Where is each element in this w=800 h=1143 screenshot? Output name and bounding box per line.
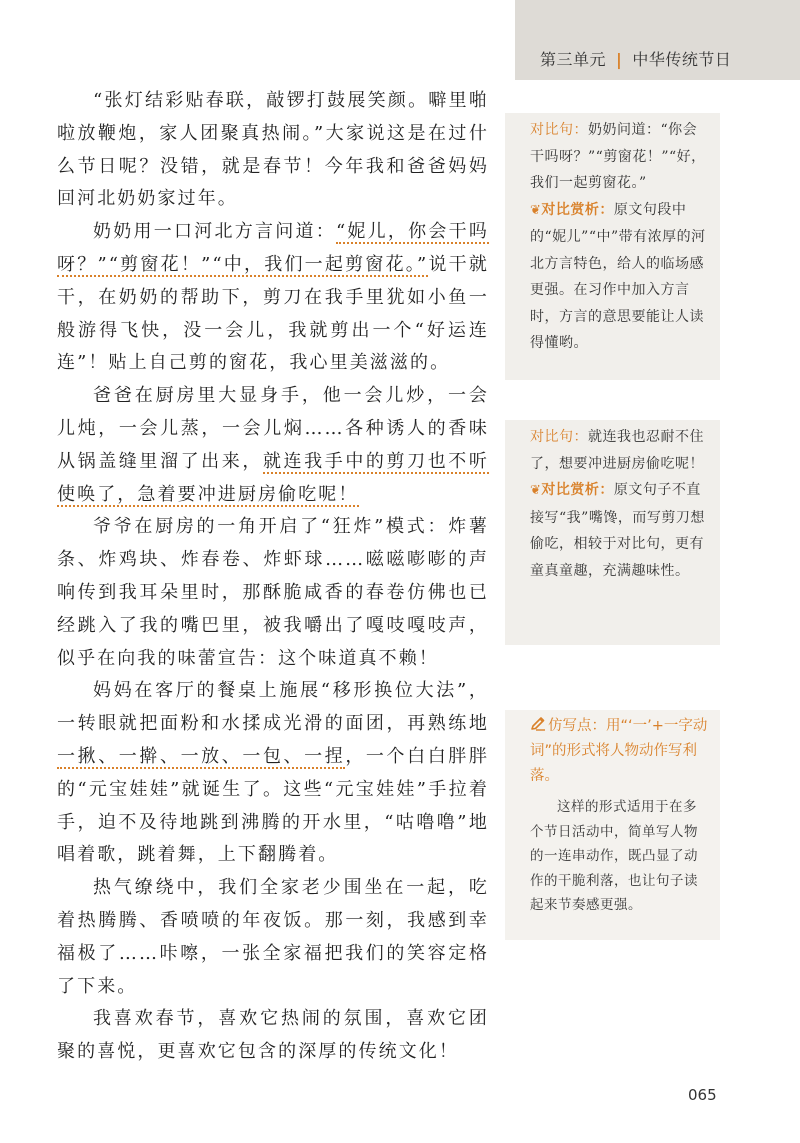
paragraph-7: 我喜欢春节，喜欢它热闹的氛围，喜欢它团聚的喜悦，更喜欢它包含的深厚的传统文化！ [57,1008,489,1063]
margin-note-personification [505,420,720,645]
scissors-sentence-underlined: 就连我手中的剪刀也不听使唤了，急着要冲进厨房偷吃呢！ [57,450,489,505]
paragraph-5 [57,675,489,872]
analysis-1 [530,197,710,357]
paragraph-3 [57,380,489,511]
imitation-title-text: 仿写点：用“‘一’+一字动词”的形式将人物动作写利落。 [530,718,708,784]
analysis-label: 对比赏析： [541,482,614,498]
paragraph-3-start: 爸爸在厨房里大显身手，他一会儿炒，一会儿炖，一会儿蒸，一会儿焖……各种诱人的香味从锅盖缝里溜了出来， [57,385,489,472]
analysis-label: 对比赏析： [541,201,614,218]
page-number: 065 [688,1086,717,1104]
analysis-text: 原文句段中的“妮儿”“中”带有浓厚的河北方言特色，给人的临场感更强。在习作中加入方言时，方言的意思要能让人读得懂哟。 [530,201,706,351]
unit-title: 中华传统节日 [632,50,732,69]
sprout-icon: ❦ [530,483,542,498]
action-verbs-underlined: 一揪、一擀、一放、一包、一捏 [57,745,346,767]
paragraph-5-end: ，一个白白胖胖的“元宝娃娃”就诞生了。这些“元宝娃娃”手拉着手，迫不及待地跳到沸腾的开水里，“咕噜噜”地唱着歌，跳着舞，上下翻腾着。 [57,745,489,866]
comparison-sentence-1 [530,117,710,197]
paragraph-2 [57,216,489,380]
imitation-text: 这样的形式适用于在多个节日活动中，简单写人物的一连串动作，既凸显了动作的干脆利落，也让句子读起来节奏感更强。 [530,799,698,913]
comparison-text: 奶奶问道：“你会干吗呀？”“剪窗花！”“好，我们一起剪窗花。” [530,122,706,191]
unit-label: 第三单元 [540,50,607,69]
paragraph-2-start: 奶奶用一口河北方言问道： [93,221,336,243]
paragraph-2-end: 说干就干，在奶奶的帮助下，剪刀在我手里犹如小鱼一般游得飞快，没一会儿，我就剪出一个“好运连连”！贴上自己剪的窗花，我心里美滋滋的。 [57,253,489,374]
dialect-dialogue-underlined: “妮儿，你会干吗呀？”“剪窗花！”“中，我们一起剪窗花。” [57,221,489,275]
pencil-icon [530,717,546,731]
margin-note-imitation [505,710,720,940]
analysis-text: 原文句子不直接写“我”嘴馋，而写剪刀想偷吃，相较于对比句，更有童真童趣，充满趣味性。 [530,482,705,579]
header-separator: | [616,50,623,69]
margin-note-dialect [505,113,720,380]
comparison-label: 对比句： [530,429,588,445]
comparison-text: 就连我也忍耐不住了，想要冲进厨房偷吃呢！ [530,429,704,472]
paragraph-4: 爷爷在厨房的一角开启了“狂炸”模式：炸薯条、炸鸡块、炸春卷、炸虾球……嗞嗞嘭嘭的声响传到我耳朵里时，那酥脆咸香的春卷仿佛也已经跳入了我的嘴巴里，被我嚼出了嘎吱嘎吱声，似乎在向我的味蕾宣告：这个味道真不赖！ [57,516,489,669]
paragraph-6: 热气缭绕中，我们全家老少围坐在一起，吃着热腾腾、香喷喷的年夜饭。那一刻，我感到幸福极了……咔嚓，一张全家福把我们的笑容定格了下来。 [57,877,489,997]
comparison-sentence-2 [530,424,710,477]
essay-body [57,85,489,1069]
imitation-title [530,714,710,789]
running-header [540,47,731,70]
sprout-icon: ❦ [530,202,542,218]
comparison-label: 对比句： [530,122,588,138]
paragraph-1: “张灯结彩贴春联，敲锣打鼓展笑颜。噼里啪啦放鞭炮，家人团聚真热闹。”大家说这是在过什么节日呢？没错，就是春节！今年我和爸爸妈妈回河北奶奶家过年。 [57,90,489,210]
paragraph-5-start: 妈妈在客厅的餐桌上施展“移形换位大法”，一转眼就把面粉和水揉成光滑的面团，再熟练地 [57,680,489,735]
analysis-2 [530,477,710,584]
